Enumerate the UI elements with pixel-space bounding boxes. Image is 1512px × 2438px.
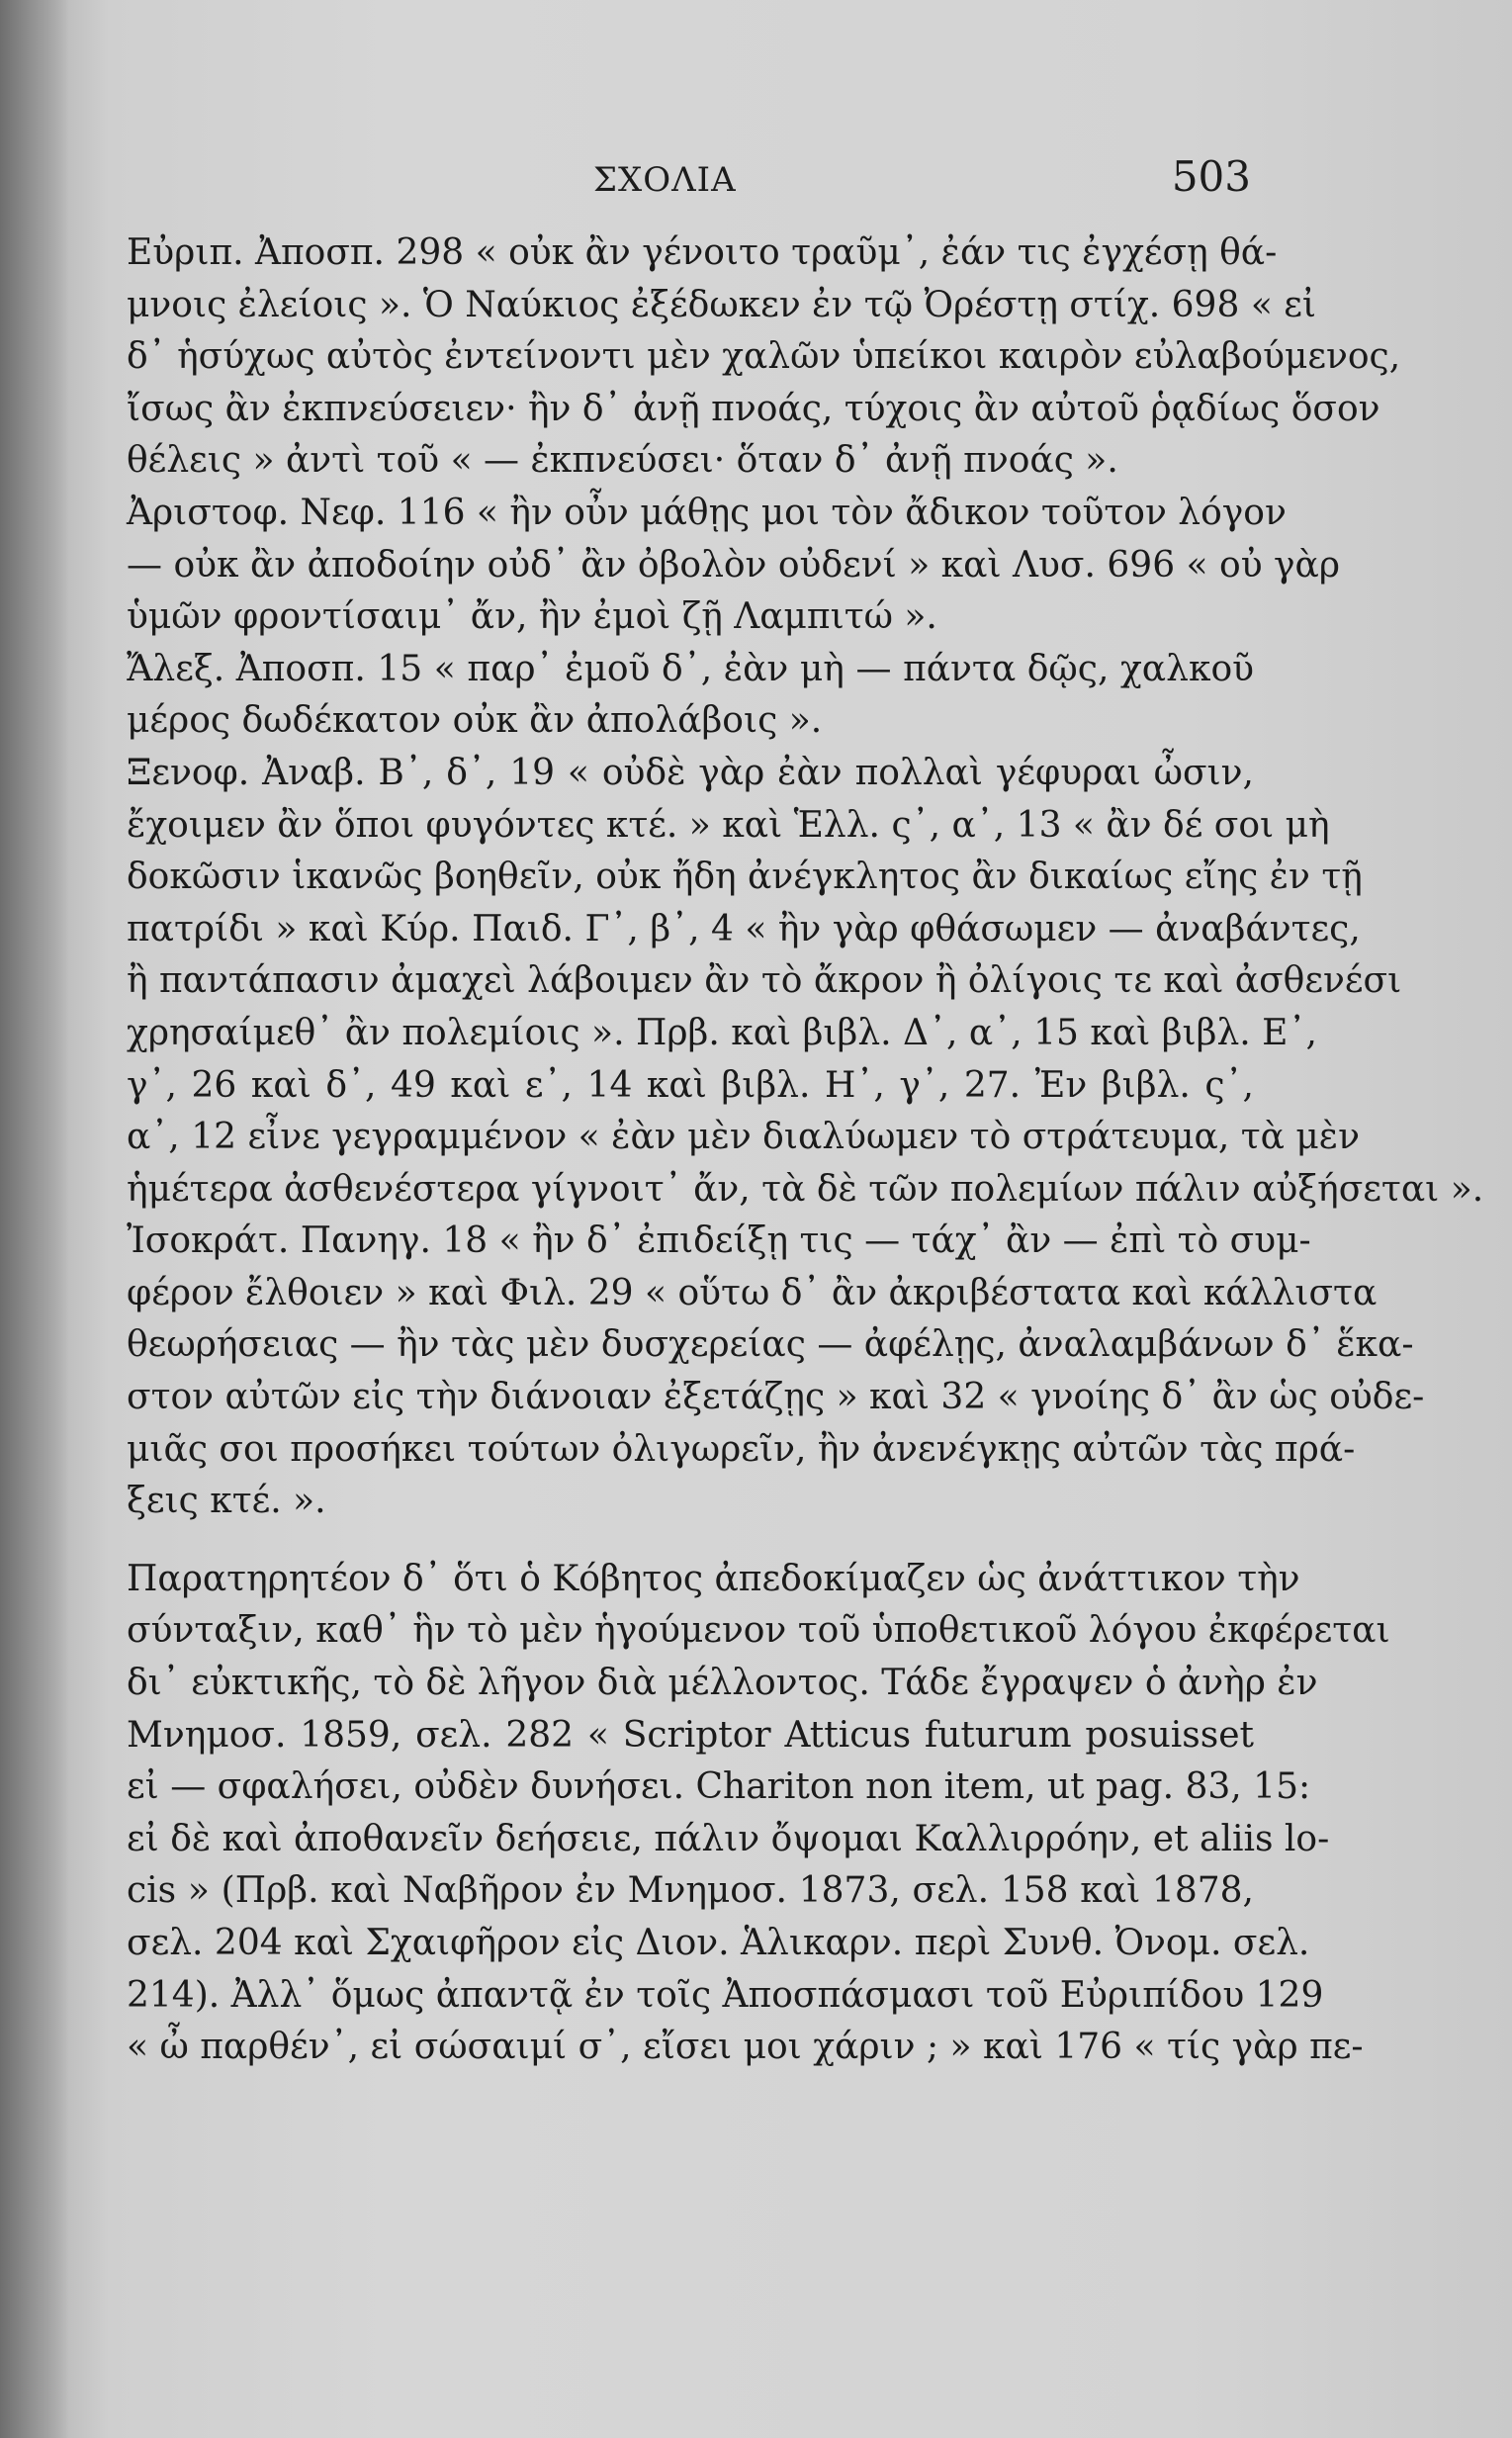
text-line: στον αὐτῶν εἰς τὴν διάνοιαν ἐξετάζῃς » καὶ 32 « γνοίης δ᾽ ἂν ὡς οὐδε- bbox=[127, 1377, 1425, 1418]
text-line: Ἄλεξ. Ἀποσπ. 15 « παρ᾽ ἐμοῦ δ᾽, ἐὰν μὴ — πάντα δῷς, χαλκοῦ bbox=[127, 648, 1254, 689]
text-line: δ᾽ ἡσύχως αὐτὸς ἐντείνοντι μὲν χαλῶν ὑπείκοι καιρὸν εὐλαβούμενος, bbox=[127, 336, 1401, 378]
paragraph-gap bbox=[127, 1528, 1254, 1554]
text-line: ἴσως ἂν ἐκπνεύσειεν· ἢν δ᾽ ἀνῇ πνοάς, τύχοις ἂν αὐτοῦ ῥᾳδίως ὅσον bbox=[127, 388, 1380, 429]
text-line: Εὐριπ. Ἀποσπ. 298 « οὐκ ἂν γένοιτο τραῦμ᾽, ἐάν τις ἐγχέσῃ θά- bbox=[127, 232, 1278, 273]
text-line: ὑμῶν φροντίσαιμ᾽ ἄν, ἢν ἐμοὶ ζῇ Λαμπιτώ ». bbox=[127, 596, 937, 638]
text-line: θέλεις » ἀντὶ τοῦ « — ἐκπνεύσει· ὅταν δ᾽ ἀνῇ πνοάς ». bbox=[127, 440, 1118, 482]
text-line: ἡμέτερα ἀσθενέστερα γίγνοιτ᾽ ἄν, τὰ δὲ τῶν πολεμίων πάλιν αὐξήσεται ». bbox=[127, 1168, 1484, 1210]
text-line: πατρίδι » καὶ Κύρ. Παιδ. Γ᾽, β᾽, 4 « ἢν γὰρ φθάσωμεν — ἀναβάντες, bbox=[127, 908, 1361, 949]
text-line: Παρατηρητέον δ᾽ ὅτι ὁ Κόβητος ἀπεδοκίμαζεν ὡς ἀνάττικον τὴν bbox=[127, 1558, 1300, 1599]
text-line: δι᾽ εὐκτικῆς, τὸ δὲ λῆγον διὰ μέλλοντος. Τάδε ἔγραψεν ὁ ἀνὴρ ἐν bbox=[127, 1663, 1318, 1704]
text-line: « ὦ παρθέν᾽, εἰ σώσαιμί σ᾽, εἴσει μοι χάριν ; » καὶ 176 « τίς γὰρ πε- bbox=[127, 2027, 1364, 2068]
text-line: ἔχοιμεν ἂν ὅποι φυγόντες κτέ. » καὶ Ἑλλ. ς᾽, α᾽, 13 « ἂν δέ σοι μὴ bbox=[127, 804, 1330, 846]
text-line: γ᾽, 26 καὶ δ᾽, 49 καὶ ε᾽, 14 καὶ βιβλ. Η᾽, γ᾽, 27. Ἐν βιβλ. ς᾽, bbox=[127, 1064, 1254, 1106]
text-line: θεωρήσειας — ἢν τὰς μὲν δυσχερείας — ἀφέλῃς, ἀναλαμβάνων δ᾽ ἕκα- bbox=[127, 1324, 1414, 1366]
text-line: cis » (Πρβ. καὶ Ναβῆρον ἐν Μνημοσ. 1873, σελ. 158 καὶ 1878, bbox=[127, 1870, 1254, 1912]
page-number: 503 bbox=[1171, 152, 1251, 201]
text-line: Ἰσοκράτ. Πανηγ. 18 « ἢν δ᾽ ἐπιδείξῃ τις — τάχ᾽ ἂν — ἐπὶ τὸ συμ- bbox=[127, 1220, 1311, 1262]
text-line: ξεις κτέ. ». bbox=[127, 1481, 326, 1522]
text-line: 214). Ἀλλ᾽ ὅμως ἀπαντᾷ ἐν τοῖς Ἀποσπάσμασι τοῦ Εὐριπίδου 129 bbox=[127, 1974, 1324, 2016]
text-line: — οὐκ ἂν ἀποδοίην οὐδ᾽ ἂν ὀβολὸν οὐδενί » καὶ Λυσ. 696 « οὐ γὰρ bbox=[127, 544, 1341, 586]
text-line: εἰ — σφαλήσει, οὐδὲν δυνήσει. Chariton non item, ut pag. 83, 15: bbox=[127, 1766, 1311, 1808]
text-line: Ἀριστοφ. Νεφ. 116 « ἢν οὖν μάθῃς μοι τὸν ἄδικον τοῦτον λόγον bbox=[127, 492, 1287, 533]
text-line: χρησαίμεθ᾽ ἂν πολεμίοις ». Πρβ. καὶ βιβλ. Δ᾽, α᾽, 15 καὶ βιβλ. Ε᾽, bbox=[127, 1012, 1317, 1053]
text-line: σελ. 204 καὶ Σχαιφῆρον εἰς Διον. Ἁλικαρν. περὶ Συνθ. Ὀνομ. σελ. bbox=[127, 1923, 1310, 1963]
text-line: Μνημοσ. 1859, σελ. 282 « Scriptor Atticus futurum posuisset bbox=[127, 1714, 1254, 1756]
text-line: μέρος δωδέκατον οὐκ ἂν ἀπολάβοις ». bbox=[127, 700, 823, 742]
text-line: εἰ δὲ καὶ ἀποθανεῖν δεήσειε, πάλιν ὄψομαι Καλλιρρόην, et aliis lo- bbox=[127, 1818, 1330, 1859]
text-line: ἢ παντάπασιν ἀμαχεὶ λάβοιμεν ἂν τὸ ἄκρον ἢ ὀλίγοις τε καὶ ἀσθενέσι bbox=[127, 960, 1402, 1002]
text-line: α᾽, 12 εἶνε γεγραμμένον « ἐὰν μὲν διαλύωμεν τὸ στράτευμα, τὰ μὲν bbox=[127, 1117, 1360, 1158]
running-head: ΣΧΟΛΙΑ bbox=[593, 160, 737, 200]
text-line: Ξενοφ. Ἀναβ. Β᾽, δ᾽, 19 « οὐδὲ γὰρ ἐὰν πολλαὶ γέφυραι ὦσιν, bbox=[127, 752, 1254, 793]
text-line: μιᾶς σοι προσήκει τούτων ὀλιγωρεῖν, ἢν ἀνενέγκῃς αὐτῶν τὰς πρά- bbox=[127, 1428, 1356, 1470]
text-line: μνοις ἐλείοις ». Ὁ Ναύκιος ἐξέδωκεν ἐν τῷ Ὀρέστῃ στίχ. 698 « εἰ bbox=[127, 284, 1317, 325]
body-text bbox=[127, 227, 1484, 2074]
text-line: δοκῶσιν ἱκανῶς βοηθεῖν, οὐκ ἤδη ἀνέγκλητος ἂν δικαίως εἴης ἐν τῇ bbox=[127, 857, 1363, 898]
text-line: φέρον ἔλθοιεν » καὶ Φιλ. 29 « οὕτω δ᾽ ἂν ἀκριβέστατα καὶ κάλλιστα bbox=[127, 1272, 1378, 1313]
text-line: σύνταξιν, καθ᾽ ἣν τὸ μὲν ἡγούμενον τοῦ ὑποθετικοῦ λόγου ἐκφέρεται bbox=[127, 1610, 1390, 1652]
page-header bbox=[129, 150, 1251, 210]
book-spine-shadow bbox=[0, 0, 69, 2438]
